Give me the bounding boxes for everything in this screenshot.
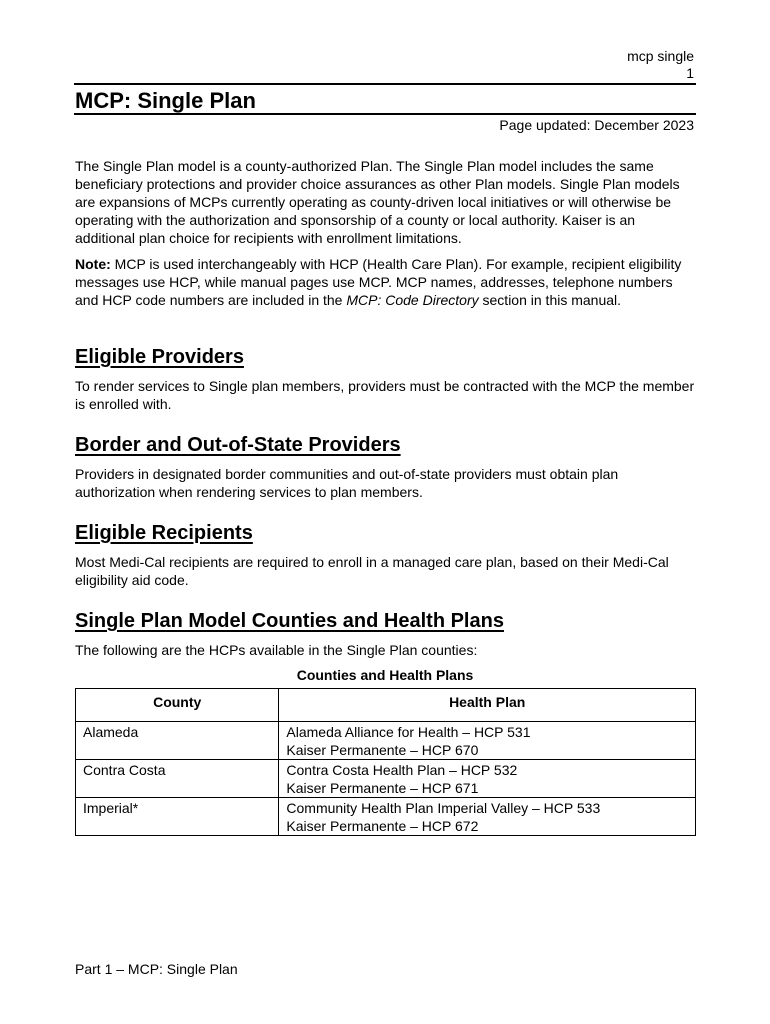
section-heading: Border and Out-of-State Providers (75, 434, 401, 456)
page-title: MCP: Single Plan (75, 88, 256, 113)
intro-paragraph: The Single Plan model is a county-authorized Plan. The Single Plan model includes the same beneficiary protections and provider choice assurances as other Plan models. Single Plan models are expansions of MCPs currently operating as county-driven local initiatives or will otherwise be operating with the authorization and sponsorship of a county or local authority. Kaiser is an additional plan choice for recipients with enrollment limitations. (75, 158, 680, 246)
table-header-row (76, 689, 696, 722)
section-text: To render services to Single plan members, providers must be contracted with the MCP the member is enrolled with. (75, 378, 695, 412)
note-paragraph (75, 255, 695, 309)
table-row (76, 722, 696, 760)
note-text: MCP is used interchangeably with HCP (Health Care Plan). For example, recipient eligibility messages use HCP, while manual pages use MCP. MCP names, addresses, telephone numbers and HCP code numbers are included in the (75, 256, 682, 308)
section-border-providers (75, 433, 695, 501)
section-text: Most Medi-Cal recipients are required to enroll in a managed care plan, based on their Medi-Cal eligibility aid code. (75, 554, 669, 588)
health-plan-cell (279, 722, 696, 760)
county-cell: Contra Costa (76, 760, 279, 798)
health-plan-entry: Alameda Alliance for Health – HCP 531 (286, 724, 531, 740)
county-cell: Imperial* (76, 798, 279, 836)
health-plan-cell (279, 760, 696, 798)
section-counties-health-plans (75, 609, 695, 659)
column-header-health-plan: Health Plan (279, 689, 696, 722)
page-updated-date: Page updated: December 2023 (499, 117, 694, 133)
note-section (75, 255, 695, 309)
health-plan-entry: Kaiser Permanente – HCP 672 (286, 818, 479, 834)
code-directory-reference: MCP: Code Directory (346, 292, 479, 308)
county-cell: Alameda (76, 722, 279, 760)
page-footer: Part 1 – MCP: Single Plan (75, 961, 238, 977)
running-head-title: mcp single (627, 48, 694, 64)
section-heading: Single Plan Model Counties and Health Plans (75, 610, 504, 632)
section-text: Providers in designated border communities and out-of-state providers must obtain plan authorization when rendering services to plan members. (75, 466, 619, 500)
title-rule (74, 113, 696, 115)
section-heading: Eligible Providers (75, 346, 244, 368)
section-heading: Eligible Recipients (75, 522, 253, 544)
note-text-end: section in this manual. (478, 292, 622, 308)
section-text: The following are the HCPs available in the Single Plan counties: (75, 642, 478, 658)
health-plan-entry: Contra Costa Health Plan – HCP 532 (286, 762, 518, 778)
running-head (627, 48, 694, 82)
table-row (76, 760, 696, 798)
table-caption: Counties and Health Plans (296, 667, 474, 683)
top-rule (74, 83, 696, 85)
running-head-page-number: 1 (686, 65, 694, 81)
column-header-county: County (76, 689, 279, 722)
note-label: Note: (75, 256, 111, 272)
table-row (76, 798, 696, 836)
health-plan-cell (279, 798, 696, 836)
section-eligible-providers (75, 345, 695, 413)
health-plan-entry: Community Health Plan Imperial Valley – HCP 533 (286, 800, 601, 816)
health-plan-entry: Kaiser Permanente – HCP 671 (286, 780, 479, 796)
counties-health-plans-table (75, 688, 696, 836)
intro-section (75, 157, 695, 247)
health-plan-entry: Kaiser Permanente – HCP 670 (286, 742, 479, 758)
section-eligible-recipients (75, 521, 695, 589)
